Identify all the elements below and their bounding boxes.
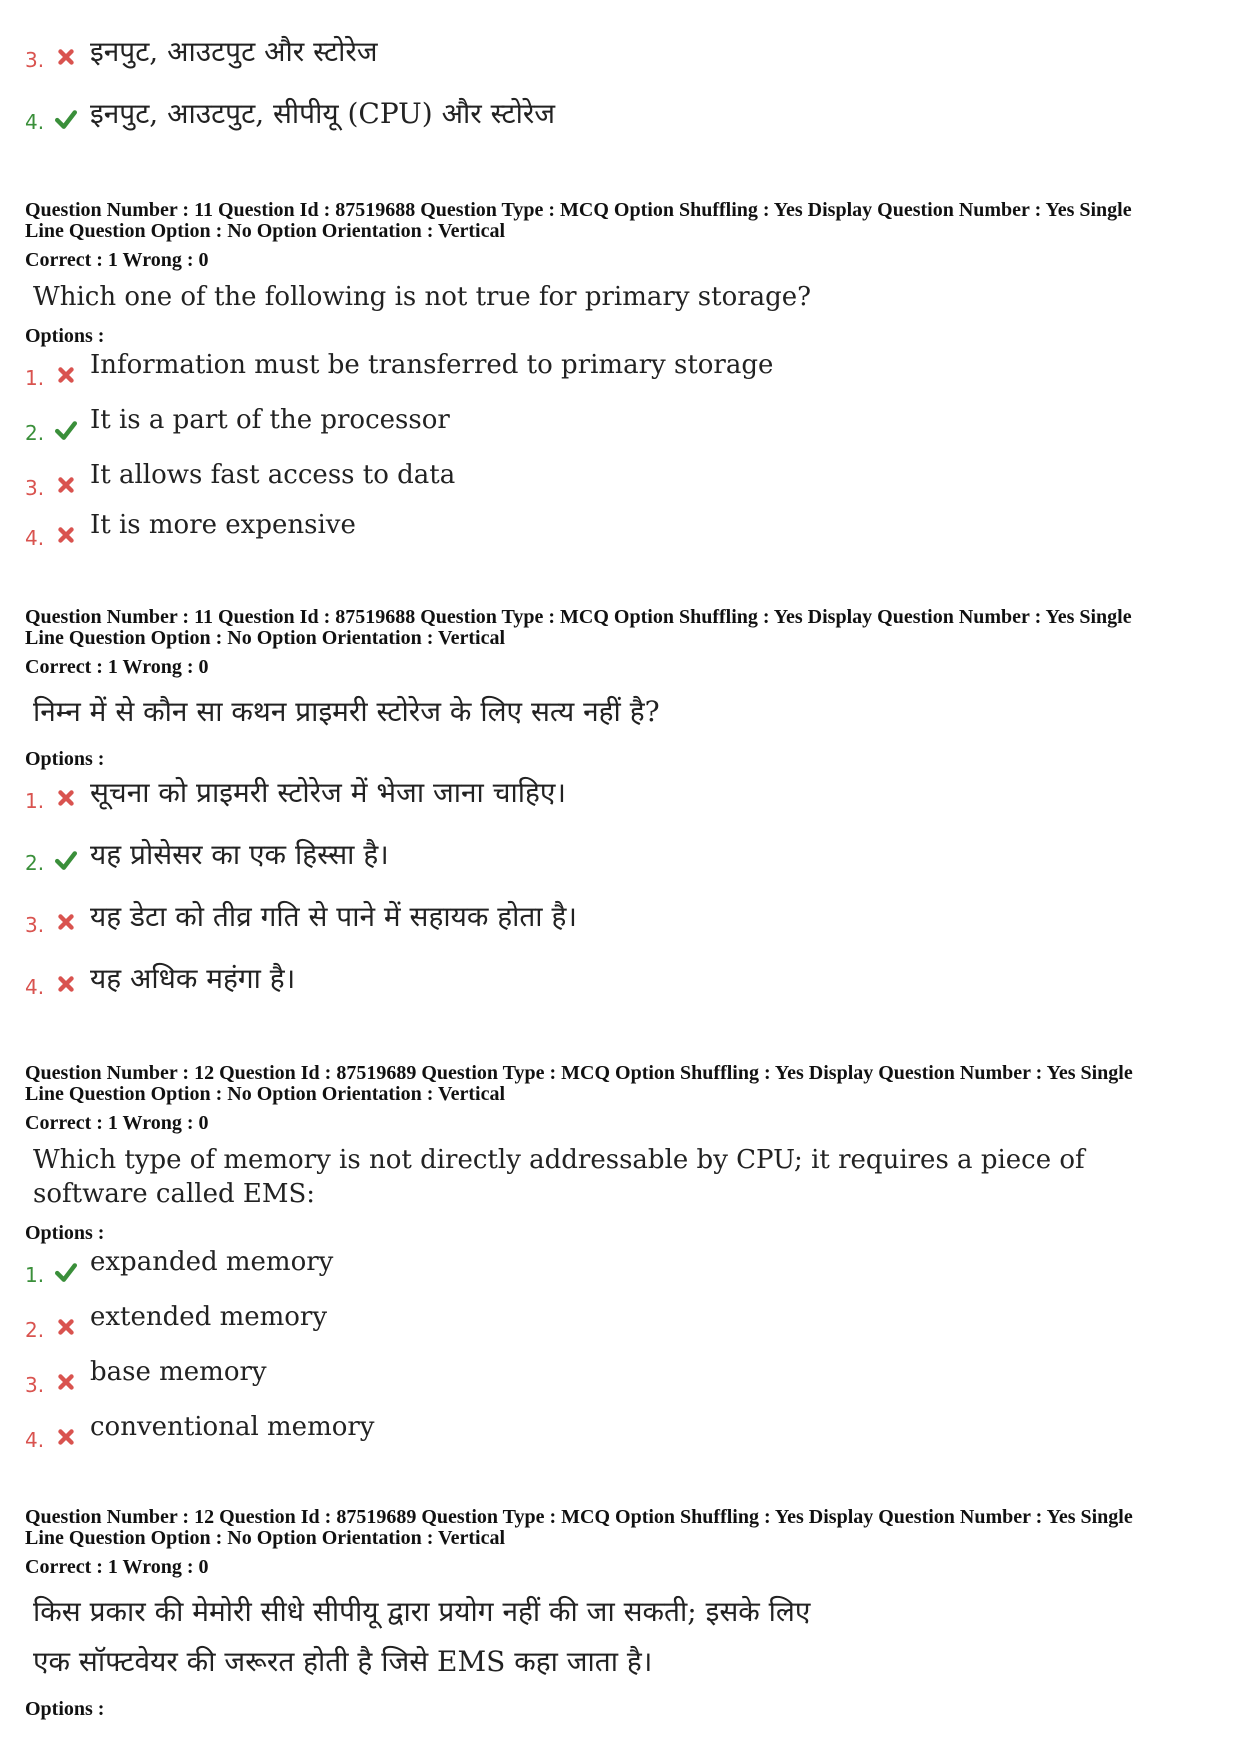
option-text: Information must be transferred to primary storage [90, 350, 774, 380]
option-number: 2. [25, 1318, 45, 1342]
correct-check-icon [55, 108, 77, 130]
question-meta-line: Question Number : 11 Question Id : 87519688 Question Type : MCQ Option Shuffling : Yes Display Question Number : Yes Single [25, 199, 1132, 221]
marking-scheme: Correct : 1 Wrong : 0 [25, 1112, 209, 1134]
option-3 [25, 1355, 1215, 1410]
option-2 [25, 1300, 1215, 1355]
option-text: It is more expensive [90, 510, 356, 540]
option-4 [25, 1410, 1215, 1465]
question-meta-line: Line Question Option : No Option Orientation : Vertical [25, 1083, 506, 1105]
option-number: 4. [25, 1428, 45, 1452]
question-meta-line: Line Question Option : No Option Orientation : Vertical [25, 220, 506, 242]
option-text: यह अधिक महंगा है। [90, 962, 296, 995]
option-4 [25, 957, 1215, 1019]
option-number: 3. [25, 1373, 45, 1397]
wrong-cross-icon [55, 1316, 77, 1338]
option-number: 3. [25, 48, 45, 72]
question-block [25, 1063, 1215, 1465]
marking-scheme: Correct : 1 Wrong : 0 [25, 1556, 209, 1578]
option-4 [25, 92, 1215, 154]
wrong-cross-icon [55, 1426, 77, 1448]
option-number: 3. [25, 476, 45, 500]
question-text: निम्न में से कौन सा कथन प्राइमरी स्टोरेज के लिए सत्य नहीं है? [33, 695, 660, 728]
wrong-cross-icon [55, 911, 77, 933]
option-text: extended memory [90, 1302, 328, 1332]
question-meta-line: Line Question Option : No Option Orientation : Vertical [25, 627, 506, 649]
options-label: Options : [25, 1698, 105, 1720]
marking-scheme: Correct : 1 Wrong : 0 [25, 656, 209, 678]
question-text [25, 1143, 1215, 1211]
option-3 [25, 458, 1215, 508]
option-number: 1. [25, 789, 45, 813]
question-text: Which one of the following is not true for primary storage? [33, 282, 812, 312]
option-text: conventional memory [90, 1412, 375, 1442]
wrong-cross-icon [55, 1371, 77, 1393]
option-text: It is a part of the processor [90, 405, 450, 435]
wrong-cross-icon [55, 364, 77, 386]
question-text-line: एक सॉफ्टवेयर की जरूरत होती है जिसे EMS कहा जाता है। [33, 1645, 653, 1678]
option-number: 4. [25, 110, 45, 134]
continued-options [25, 30, 1215, 154]
wrong-cross-icon [55, 787, 77, 809]
option-text: base memory [90, 1357, 267, 1387]
question-text [25, 1587, 1215, 1687]
option-number: 1. [25, 366, 45, 390]
option-number: 2. [25, 421, 45, 445]
option-4 [25, 508, 1215, 563]
option-text: It allows fast access to data [90, 460, 456, 490]
options-label: Options : [25, 748, 105, 770]
option-1 [25, 771, 1215, 833]
option-text: इनपुट, आउटपुट, सीपीयू (CPU) और स्टोरेज [90, 97, 556, 130]
option-number: 4. [25, 526, 45, 550]
question-text-line: software called EMS: [33, 1179, 316, 1209]
option-number: 3. [25, 913, 45, 937]
question-block [25, 1507, 1215, 1721]
marking-scheme: Correct : 1 Wrong : 0 [25, 249, 209, 271]
option-2 [25, 403, 1215, 458]
question-meta-line: Question Number : 12 Question Id : 87519689 Question Type : MCQ Option Shuffling : Yes Display Question Number : Yes Single [25, 1062, 1133, 1084]
option-text: expanded memory [90, 1247, 334, 1277]
option-text: इनपुट, आउटपुट और स्टोरेज [90, 35, 378, 68]
option-number: 2. [25, 851, 45, 875]
option-3 [25, 895, 1215, 957]
wrong-cross-icon [55, 474, 77, 496]
question-text-line: Which type of memory is not directly addressable by CPU; it requires a piece of [33, 1145, 1085, 1175]
option-3 [25, 30, 1215, 92]
question-text-line: किस प्रकार की मेमोरी सीधे सीपीयू द्वारा प्रयोग नहीं की जा सकती; इसके लिए [33, 1595, 811, 1628]
question-block [25, 607, 1215, 1019]
correct-check-icon [55, 849, 77, 871]
option-2 [25, 833, 1215, 895]
correct-check-icon [55, 419, 77, 441]
question-meta-line: Question Number : 11 Question Id : 87519688 Question Type : MCQ Option Shuffling : Yes Display Question Number : Yes Single [25, 606, 1132, 628]
options-label: Options : [25, 1222, 105, 1244]
option-1 [25, 348, 1215, 403]
option-number: 1. [25, 1263, 45, 1287]
wrong-cross-icon [55, 524, 77, 546]
option-text: यह प्रोसेसर का एक हिस्सा है। [90, 838, 389, 871]
wrong-cross-icon [55, 46, 77, 68]
options-label: Options : [25, 325, 105, 347]
question-meta-line: Line Question Option : No Option Orientation : Vertical [25, 1527, 506, 1549]
question-block [25, 200, 1215, 563]
option-text: यह डेटा को तीव्र गति से पाने में सहायक होता है। [90, 900, 577, 933]
question-meta-line: Question Number : 12 Question Id : 87519689 Question Type : MCQ Option Shuffling : Yes Display Question Number : Yes Single [25, 1506, 1133, 1528]
option-number: 4. [25, 975, 45, 999]
correct-check-icon [55, 1261, 77, 1283]
option-1 [25, 1245, 1215, 1300]
wrong-cross-icon [55, 973, 77, 995]
option-text: सूचना को प्राइमरी स्टोरेज में भेजा जाना चाहिए। [90, 776, 566, 809]
